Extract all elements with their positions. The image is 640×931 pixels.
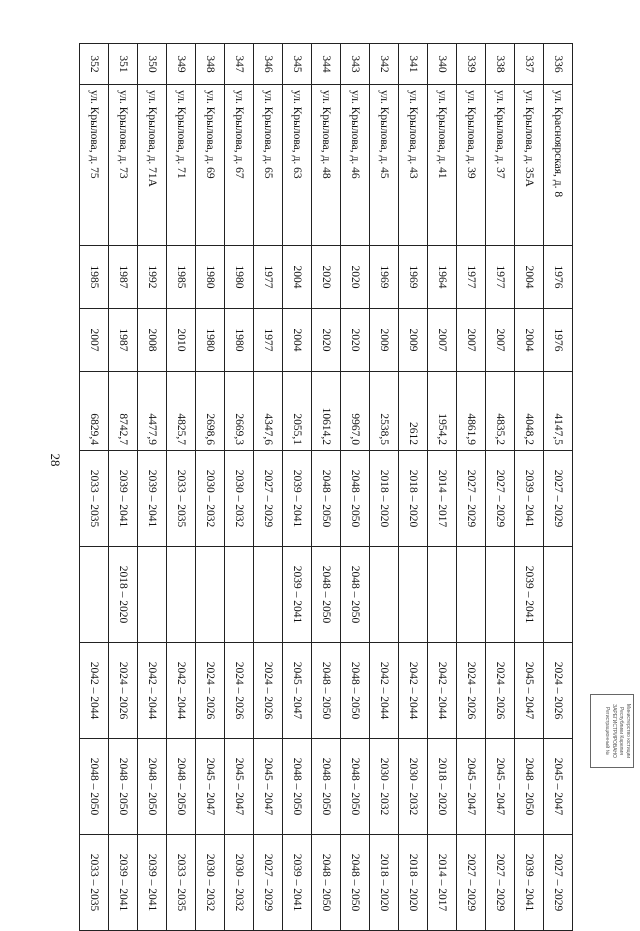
repair-period-cell: 2024 – 2026 — [196, 643, 225, 739]
year-reconstruction-cell: 1980 — [196, 309, 225, 372]
area-cell: 4825,7 — [167, 372, 196, 451]
area-cell: 6829,4 — [80, 372, 109, 451]
table-row — [486, 44, 515, 931]
repair-period-cell: 2027 – 2029 — [457, 451, 486, 547]
repair-period-cell: 2045 – 2047 — [225, 739, 254, 835]
year-built-cell: 1977 — [457, 246, 486, 309]
table-row — [167, 44, 196, 931]
address-cell: ул. Крылова, д. 67 — [225, 85, 254, 246]
repair-period-cell: 2030 – 2032 — [225, 451, 254, 547]
repair-period-cell: 2045 – 2047 — [254, 739, 283, 835]
repair-period-cell: 2024 – 2026 — [254, 643, 283, 739]
repair-period-cell: 2048 – 2050 — [109, 739, 138, 835]
repair-period-cell: 2027 – 2029 — [254, 451, 283, 547]
repair-period-cell: 2024 – 2026 — [109, 643, 138, 739]
repair-period-cell: 2027 – 2029 — [544, 451, 573, 547]
table-row — [225, 44, 254, 931]
table-row — [196, 44, 225, 931]
year-built-cell: 2020 — [312, 246, 341, 309]
repair-period-cell: 2042 – 2044 — [399, 643, 428, 739]
repair-period-cell — [486, 547, 515, 643]
area-cell: 4048,2 — [515, 372, 544, 451]
row-number-cell: 347 — [225, 44, 254, 85]
repair-period-cell: 2027 – 2029 — [486, 835, 515, 931]
repair-period-cell — [167, 547, 196, 643]
repair-period-cell: 2024 – 2026 — [225, 643, 254, 739]
repair-period-cell — [544, 547, 573, 643]
year-reconstruction-cell: 2009 — [370, 309, 399, 372]
year-reconstruction-cell: 2007 — [80, 309, 109, 372]
row-number-cell: 341 — [399, 44, 428, 85]
row-number-cell: 346 — [254, 44, 283, 85]
repair-period-cell — [80, 547, 109, 643]
repair-period-cell: 2042 – 2044 — [428, 643, 457, 739]
address-cell: ул. Крылова, д. 46 — [341, 85, 370, 246]
repair-period-cell: 2042 – 2044 — [138, 643, 167, 739]
stamp-line: Регистрационный № — [604, 707, 610, 755]
table-row — [399, 44, 428, 931]
repair-period-cell: 2030 – 2032 — [196, 451, 225, 547]
year-built-cell: 1977 — [486, 246, 515, 309]
year-reconstruction-cell: 2007 — [428, 309, 457, 372]
row-number-cell: 348 — [196, 44, 225, 85]
address-cell: ул. Крылова, д. 48 — [312, 85, 341, 246]
repair-period-cell: 2018 – 2020 — [370, 451, 399, 547]
address-cell: ул. Красноярская, д. 8 — [544, 85, 573, 246]
year-built-cell: 1992 — [138, 246, 167, 309]
repair-period-cell: 2033 – 2035 — [167, 451, 196, 547]
year-built-cell: 2020 — [341, 246, 370, 309]
area-cell: 2055,1 — [283, 372, 312, 451]
area-cell: 4477,9 — [138, 372, 167, 451]
address-cell: ул. Крылова, д. 37 — [486, 85, 515, 246]
table-row — [109, 44, 138, 931]
repair-period-cell: 2027 – 2029 — [254, 835, 283, 931]
repair-period-cell: 2039 – 2041 — [515, 451, 544, 547]
address-cell: ул. Крылова, д. 35А — [515, 85, 544, 246]
repair-period-cell: 2042 – 2044 — [370, 643, 399, 739]
repair-period-cell: 2018 – 2020 — [370, 835, 399, 931]
row-number-cell: 345 — [283, 44, 312, 85]
area-cell: 2698,6 — [196, 372, 225, 451]
year-reconstruction-cell: 2020 — [312, 309, 341, 372]
area-cell: 1954,2 — [428, 372, 457, 451]
year-reconstruction-cell: 2007 — [457, 309, 486, 372]
address-cell: ул. Крылова, д. 75 — [80, 85, 109, 246]
area-cell: 4347,6 — [254, 372, 283, 451]
repair-period-cell: 2048 – 2050 — [138, 739, 167, 835]
repair-period-cell: 2048 – 2050 — [341, 835, 370, 931]
repair-period-cell: 2045 – 2047 — [283, 643, 312, 739]
repair-period-cell: 2048 – 2050 — [167, 739, 196, 835]
address-cell: ул. Крылова, д. 45 — [370, 85, 399, 246]
area-cell: 10614,2 — [312, 372, 341, 451]
repair-period-cell: 2018 – 2020 — [399, 451, 428, 547]
row-number-cell: 350 — [138, 44, 167, 85]
row-number-cell: 343 — [341, 44, 370, 85]
area-cell: 2612 — [399, 372, 428, 451]
repair-period-cell: 2048 – 2050 — [283, 739, 312, 835]
repair-period-cell: 2048 – 2050 — [312, 739, 341, 835]
repair-period-cell: 2045 – 2047 — [544, 739, 573, 835]
registry-table-body — [80, 44, 573, 931]
address-cell: ул. Крылова, д. 39 — [457, 85, 486, 246]
page-number: 28 — [48, 453, 63, 467]
repair-period-cell: 2014 – 2017 — [428, 835, 457, 931]
repair-period-cell: 2027 – 2029 — [486, 451, 515, 547]
stamp-line: ЗАРЕГИСТРИРОВАНО — [611, 704, 617, 758]
stamp-line: Министерство юстиции — [625, 703, 631, 759]
table-row — [544, 44, 573, 931]
repair-period-cell: 2024 – 2026 — [544, 643, 573, 739]
repair-period-cell: 2033 – 2035 — [80, 451, 109, 547]
repair-period-cell: 2048 – 2050 — [341, 451, 370, 547]
registry-table — [79, 43, 573, 931]
repair-period-cell: 2030 – 2032 — [225, 835, 254, 931]
repair-period-cell: 2027 – 2029 — [457, 835, 486, 931]
repair-period-cell: 2039 – 2041 — [283, 547, 312, 643]
year-reconstruction-cell: 2004 — [283, 309, 312, 372]
table-row — [80, 44, 109, 931]
year-reconstruction-cell: 1976 — [544, 309, 573, 372]
stamp-line: Республики Карелия — [618, 707, 624, 755]
repair-period-cell: 2048 – 2050 — [341, 739, 370, 835]
repair-period-cell: 2045 – 2047 — [515, 643, 544, 739]
row-number-cell: 337 — [515, 44, 544, 85]
repair-period-cell: 2039 – 2041 — [283, 451, 312, 547]
year-built-cell: 1985 — [80, 246, 109, 309]
repair-period-cell — [370, 547, 399, 643]
repair-period-cell: 2042 – 2044 — [80, 643, 109, 739]
address-cell: ул. Крылова, д. 65 — [254, 85, 283, 246]
year-reconstruction-cell: 1987 — [109, 309, 138, 372]
repair-period-cell: 2039 – 2041 — [515, 547, 544, 643]
repair-period-cell: 2048 – 2050 — [312, 547, 341, 643]
year-built-cell: 1987 — [109, 246, 138, 309]
row-number-cell: 336 — [544, 44, 573, 85]
year-built-cell: 1980 — [196, 246, 225, 309]
registration-stamp-box — [590, 694, 634, 768]
repair-period-cell: 2048 – 2050 — [312, 451, 341, 547]
repair-period-cell: 2048 – 2050 — [341, 643, 370, 739]
repair-period-cell: 2042 – 2044 — [167, 643, 196, 739]
row-number-cell: 342 — [370, 44, 399, 85]
year-reconstruction-cell: 2010 — [167, 309, 196, 372]
year-built-cell: 1976 — [544, 246, 573, 309]
year-built-cell: 1969 — [399, 246, 428, 309]
row-number-cell: 351 — [109, 44, 138, 85]
area-cell: 4835,2 — [486, 372, 515, 451]
year-reconstruction-cell: 2007 — [486, 309, 515, 372]
year-built-cell: 1985 — [167, 246, 196, 309]
area-cell: 4147,5 — [544, 372, 573, 451]
table-row — [515, 44, 544, 931]
area-cell: 2538,5 — [370, 372, 399, 451]
area-cell: 2669,3 — [225, 372, 254, 451]
repair-period-cell: 2030 – 2032 — [196, 835, 225, 931]
table-row — [457, 44, 486, 931]
registry-table-container — [88, 43, 573, 912]
registration-stamp — [590, 694, 634, 768]
repair-period-cell: 2039 – 2041 — [283, 835, 312, 931]
row-number-cell: 352 — [80, 44, 109, 85]
repair-period-cell: 2033 – 2035 — [80, 835, 109, 931]
table-row — [370, 44, 399, 931]
year-built-cell: 1977 — [254, 246, 283, 309]
repair-period-cell: 2045 – 2047 — [457, 739, 486, 835]
repair-period-cell — [399, 547, 428, 643]
table-row — [138, 44, 167, 931]
year-reconstruction-cell: 2009 — [399, 309, 428, 372]
year-built-cell: 2004 — [283, 246, 312, 309]
address-cell: ул. Крылова, д. 69 — [196, 85, 225, 246]
table-row — [283, 44, 312, 931]
repair-period-cell: 2039 – 2041 — [138, 451, 167, 547]
repair-period-cell — [457, 547, 486, 643]
address-cell: ул. Крылова, д. 71 — [167, 85, 196, 246]
year-built-cell: 2004 — [515, 246, 544, 309]
repair-period-cell — [254, 547, 283, 643]
year-built-cell: 1980 — [225, 246, 254, 309]
address-cell: ул. Крылова, д. 71А — [138, 85, 167, 246]
row-number-cell: 349 — [167, 44, 196, 85]
year-reconstruction-cell: 2008 — [138, 309, 167, 372]
table-row — [254, 44, 283, 931]
repair-period-cell: 2033 – 2035 — [167, 835, 196, 931]
repair-period-cell: 2048 – 2050 — [312, 835, 341, 931]
year-built-cell: 1969 — [370, 246, 399, 309]
year-reconstruction-cell: 2020 — [341, 309, 370, 372]
repair-period-cell: 2045 – 2047 — [486, 739, 515, 835]
address-cell: ул. Крылова, д. 43 — [399, 85, 428, 246]
repair-period-cell: 2030 – 2032 — [399, 739, 428, 835]
repair-period-cell — [428, 547, 457, 643]
row-number-cell: 344 — [312, 44, 341, 85]
repair-period-cell: 2024 – 2026 — [486, 643, 515, 739]
repair-period-cell: 2018 – 2020 — [109, 547, 138, 643]
year-reconstruction-cell: 1980 — [225, 309, 254, 372]
address-cell: ул. Крылова, д. 63 — [283, 85, 312, 246]
repair-period-cell: 2048 – 2050 — [515, 739, 544, 835]
repair-period-cell: 2027 – 2029 — [544, 835, 573, 931]
repair-period-cell: 2014 – 2017 — [428, 451, 457, 547]
rotated-table-frame — [88, 43, 573, 912]
table-row — [428, 44, 457, 931]
repair-period-cell — [225, 547, 254, 643]
repair-period-cell: 2048 – 2050 — [341, 547, 370, 643]
table-row — [312, 44, 341, 931]
repair-period-cell: 2048 – 2050 — [80, 739, 109, 835]
year-built-cell: 1964 — [428, 246, 457, 309]
year-reconstruction-cell: 2004 — [515, 309, 544, 372]
repair-period-cell — [138, 547, 167, 643]
row-number-cell: 340 — [428, 44, 457, 85]
area-cell: 4861,9 — [457, 372, 486, 451]
repair-period-cell: 2024 – 2026 — [457, 643, 486, 739]
address-cell: ул. Крылова, д. 41 — [428, 85, 457, 246]
repair-period-cell: 2039 – 2041 — [109, 451, 138, 547]
row-number-cell: 339 — [457, 44, 486, 85]
address-cell: ул. Крылова, д. 73 — [109, 85, 138, 246]
repair-period-cell: 2045 – 2047 — [196, 739, 225, 835]
repair-period-cell: 2018 – 2020 — [428, 739, 457, 835]
repair-period-cell: 2039 – 2041 — [109, 835, 138, 931]
table-row — [341, 44, 370, 931]
repair-period-cell: 2048 – 2050 — [312, 643, 341, 739]
repair-period-cell: 2039 – 2041 — [515, 835, 544, 931]
year-reconstruction-cell: 1977 — [254, 309, 283, 372]
repair-period-cell — [196, 547, 225, 643]
repair-period-cell: 2018 – 2020 — [399, 835, 428, 931]
repair-period-cell: 2030 – 2032 — [370, 739, 399, 835]
area-cell: 9967,0 — [341, 372, 370, 451]
area-cell: 8742,7 — [109, 372, 138, 451]
repair-period-cell: 2039 – 2041 — [138, 835, 167, 931]
row-number-cell: 338 — [486, 44, 515, 85]
